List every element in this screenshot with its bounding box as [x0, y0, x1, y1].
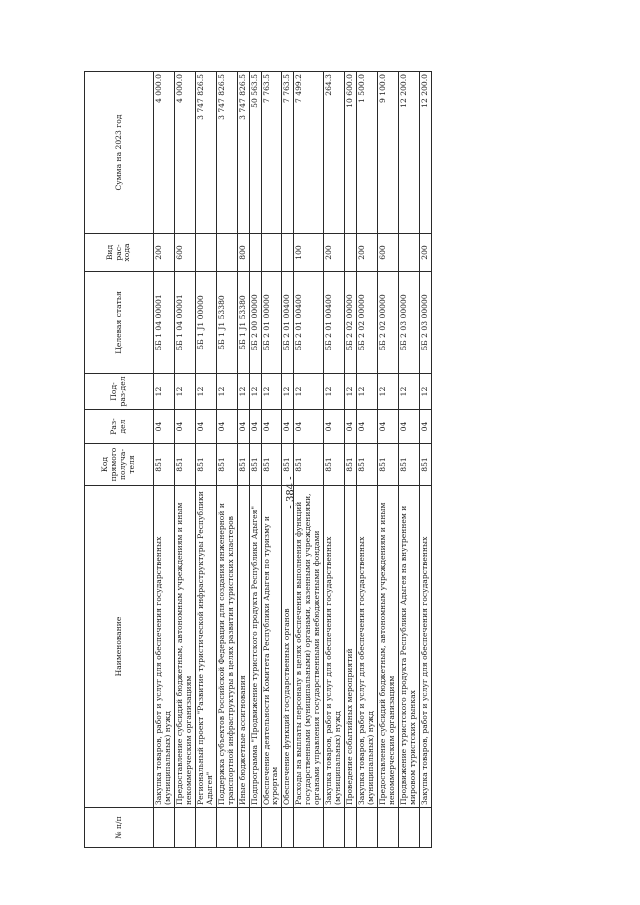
table-row: [174, 72, 195, 848]
cell-code: 851: [216, 444, 237, 486]
cell-razdel: 04: [419, 410, 431, 444]
cell-code: 851: [195, 444, 216, 486]
cell-podrazdel: 12: [154, 374, 175, 410]
cell-podrazdel: 12: [378, 374, 399, 410]
cell-sum: 3 747 826.5: [195, 72, 216, 234]
cell-num: [378, 808, 399, 848]
cell-vid: 600: [378, 234, 399, 272]
cell-razdel: 04: [294, 410, 324, 444]
header-code: Код прямого получа-теля: [85, 444, 154, 486]
cell-code: 851: [282, 444, 294, 486]
cell-num: [174, 808, 195, 848]
cell-vid: 600: [174, 234, 195, 272]
cell-podrazdel: 12: [282, 374, 294, 410]
cell-sum: 7 499.2: [294, 72, 324, 234]
header-sum: Сумма на 2023 год: [85, 72, 154, 234]
cell-vid: 200: [419, 234, 431, 272]
cell-podrazdel: 12: [324, 374, 345, 410]
cell-sum: 3 747 826.5: [237, 72, 249, 234]
cell-name: Закупка товаров, работ и услуг для обеспечения государственных (муниципальных) нужд: [357, 486, 378, 808]
table-body: [154, 72, 432, 848]
cell-code: 851: [398, 444, 419, 486]
cell-target: 5Б 2 02 00000: [345, 272, 357, 374]
table-row: [345, 72, 357, 848]
cell-num: [419, 808, 431, 848]
cell-code: 851: [174, 444, 195, 486]
cell-code: 851: [345, 444, 357, 486]
cell-razdel: 04: [378, 410, 399, 444]
cell-razdel: 04: [195, 410, 216, 444]
cell-vid: 100: [294, 234, 324, 272]
cell-code: 851: [324, 444, 345, 486]
cell-sum: 1 500.0: [357, 72, 378, 234]
cell-target: 5Б 1 J1 53380: [216, 272, 237, 374]
table-row: [237, 72, 249, 848]
cell-podrazdel: 12: [345, 374, 357, 410]
table-row: [398, 72, 419, 848]
cell-num: [282, 808, 294, 848]
table-row: [378, 72, 399, 848]
header-row: [85, 72, 154, 848]
cell-vid: 200: [324, 234, 345, 272]
cell-razdel: 04: [282, 410, 294, 444]
cell-sum: 264.3: [324, 72, 345, 234]
cell-razdel: 04: [249, 410, 261, 444]
cell-name: Обеспечение функций государственных органов: [282, 486, 294, 808]
cell-num: [216, 808, 237, 848]
cell-sum: 12 200.0: [398, 72, 419, 234]
cell-num: [357, 808, 378, 848]
cell-target: 5Б 2 03 00000: [419, 272, 431, 374]
cell-podrazdel: 12: [174, 374, 195, 410]
table-row: [249, 72, 261, 848]
cell-name: Проведение событийных мероприятий: [345, 486, 357, 808]
cell-vid: [249, 234, 261, 272]
cell-code: 851: [294, 444, 324, 486]
cell-name: Предоставление субсидий бюджетным, автономным учреждениям и иным некоммерческим организациям: [174, 486, 195, 808]
cell-razdel: 04: [324, 410, 345, 444]
cell-name: Обеспечение деятельности Комитета Республики Адыгея по туризму и курортам: [261, 486, 282, 808]
cell-num: [294, 808, 324, 848]
cell-target: 5Б 2 00 00000: [249, 272, 261, 374]
cell-razdel: 04: [154, 410, 175, 444]
cell-target: 5Б 1 J1 00000: [195, 272, 216, 374]
table-row: [154, 72, 175, 848]
cell-target: 5Б 2 01 00400: [294, 272, 324, 374]
cell-sum: 9 100.0: [378, 72, 399, 234]
cell-podrazdel: 12: [294, 374, 324, 410]
cell-code: 851: [237, 444, 249, 486]
cell-target: 5Б 2 01 00000: [261, 272, 282, 374]
cell-name: Иные бюджетные ассигнования: [237, 486, 249, 808]
cell-podrazdel: 12: [237, 374, 249, 410]
cell-sum: 7 763.5: [282, 72, 294, 234]
cell-code: 851: [357, 444, 378, 486]
cell-podrazdel: 12: [216, 374, 237, 410]
cell-target: 5Б 2 02 00000: [378, 272, 399, 374]
cell-vid: [195, 234, 216, 272]
header-target: Целевая статья: [85, 272, 154, 374]
cell-target: 5Б 2 02 00000: [357, 272, 378, 374]
header-podrazdel: Под-раз-дел: [85, 374, 154, 410]
cell-num: [398, 808, 419, 848]
cell-sum: 10 600.0: [345, 72, 357, 234]
cell-num: [345, 808, 357, 848]
cell-name: Предоставление субсидий бюджетным, автономным учреждениям и иным некоммерческим организациям: [378, 486, 399, 808]
cell-name: Региональный проект "Развитие туристической инфраструктуры Республики Адыгея": [195, 486, 216, 808]
cell-code: 851: [419, 444, 431, 486]
cell-sum: 50 563.5: [249, 72, 261, 234]
cell-razdel: 04: [174, 410, 195, 444]
cell-name: Поддержка субъектов Российской Федерации для создания инженерной и транспортной инфраструктуры в целях развития туристских кластеров: [216, 486, 237, 808]
cell-name: Закупка товаров, работ и услуг для обеспечения государственных (муниципальных) нужд: [324, 486, 345, 808]
cell-num: [324, 808, 345, 848]
cell-code: 851: [261, 444, 282, 486]
cell-podrazdel: 12: [357, 374, 378, 410]
cell-vid: 200: [154, 234, 175, 272]
cell-razdel: 04: [261, 410, 282, 444]
cell-target: 5Б 1 J1 53380: [237, 272, 249, 374]
cell-code: 851: [378, 444, 399, 486]
header-name: Наименование: [85, 486, 154, 808]
cell-target: 5Б 1 04 00001: [174, 272, 195, 374]
cell-razdel: 04: [398, 410, 419, 444]
cell-name: Продвижение туристского продукта Республики Адыгея на внутреннем и мировом туристских рынках: [398, 486, 419, 808]
cell-sum: 7 763.5: [261, 72, 282, 234]
cell-vid: [345, 234, 357, 272]
cell-sum: 4 000.0: [154, 72, 175, 234]
cell-podrazdel: 12: [195, 374, 216, 410]
cell-name: Расходы на выплаты персоналу в целях обеспечения выполнения функций государственными (муниципальными) органами, казенными учреждениями, органами управления государственными внебюджетными фондами: [294, 486, 324, 808]
budget-table-container: [84, 72, 554, 848]
cell-name: Закупка товаров, работ и услуг для обеспечения государственных (муниципальных) нужд: [154, 486, 175, 808]
header-num: № п/п: [85, 808, 154, 848]
cell-num: [261, 808, 282, 848]
cell-vid: [398, 234, 419, 272]
cell-podrazdel: 12: [249, 374, 261, 410]
header-vid: Вид рас-хода: [85, 234, 154, 272]
budget-table: [84, 71, 432, 848]
cell-num: [195, 808, 216, 848]
table-row: [216, 72, 237, 848]
table-row: [294, 72, 324, 848]
cell-target: 5Б 2 01 00400: [282, 272, 294, 374]
rotated-page-area: [84, 72, 554, 848]
header-razdel: Раз-дел: [85, 410, 154, 444]
cell-sum: 4 000.0: [174, 72, 195, 234]
cell-target: 5Б 2 01 00400: [324, 272, 345, 374]
cell-vid: [216, 234, 237, 272]
table-header: [85, 72, 154, 848]
table-row: [195, 72, 216, 848]
cell-razdel: 04: [237, 410, 249, 444]
table-row: [261, 72, 282, 848]
cell-num: [249, 808, 261, 848]
cell-vid: 200: [357, 234, 378, 272]
table-row: [357, 72, 378, 848]
cell-podrazdel: 12: [419, 374, 431, 410]
cell-sum: 3 747 826.5: [216, 72, 237, 234]
cell-target: 5Б 1 04 00001: [154, 272, 175, 374]
cell-razdel: 04: [216, 410, 237, 444]
cell-razdel: 04: [357, 410, 378, 444]
cell-target: 5Б 2 03 00000: [398, 272, 419, 374]
page-number-text: - 384 -: [285, 475, 297, 509]
cell-razdel: 04: [345, 410, 357, 444]
cell-podrazdel: 12: [398, 374, 419, 410]
cell-name: Подпрограмма "Продвижение туристского продукта Республики Адыгея": [249, 486, 261, 808]
table-row: [419, 72, 431, 848]
cell-podrazdel: 12: [261, 374, 282, 410]
cell-code: 851: [249, 444, 261, 486]
cell-name: Закупка товаров, работ и услуг для обеспечения государственных: [419, 486, 431, 808]
cell-vid: 800: [237, 234, 249, 272]
cell-num: [154, 808, 175, 848]
cell-sum: 12 200.0: [419, 72, 431, 234]
table-row: [324, 72, 345, 848]
cell-code: 851: [154, 444, 175, 486]
cell-num: [237, 808, 249, 848]
cell-vid: [261, 234, 282, 272]
table-row: [282, 72, 294, 848]
cell-vid: [282, 234, 294, 272]
